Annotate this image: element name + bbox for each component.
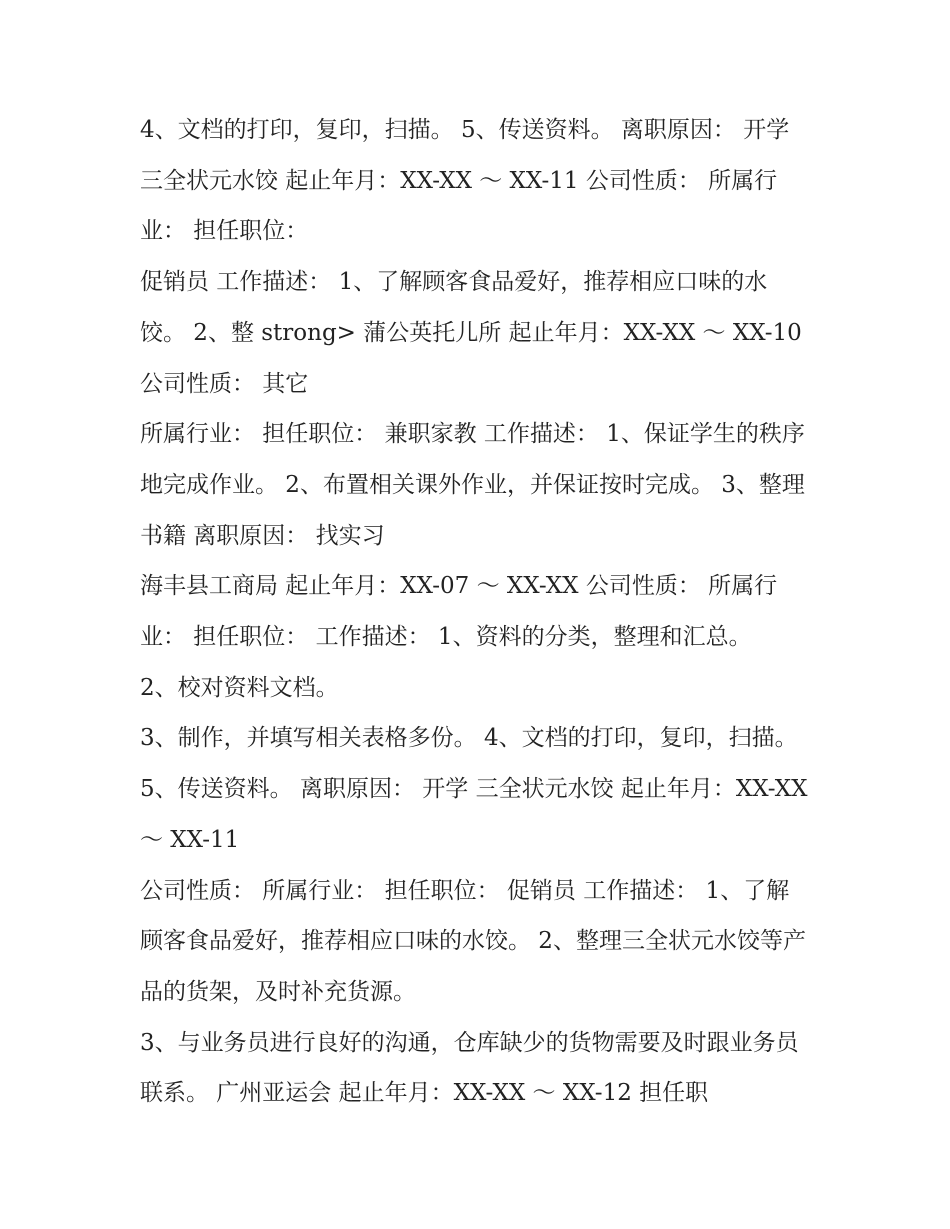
paragraph-2: 促销员 工作描述： 1、了解顾客食品爱好，推荐相应口味的水饺。 2、整 strong> 蒲公英托儿所 起止年月：XX-XX ～ XX-10 公司性质： 其它 [140,269,802,397]
paragraph-7: 公司性质： 所属行业： 担任职位： 促销员 工作描述： 1、了解顾客食品爱好，推荐相应口味的水饺。 2、整理三全状元水饺等产品的货架，及时补充货源。 [140,877,806,1005]
paragraph-5: 2、校对资料文档。 [140,674,339,701]
paragraph-6: 3、制作，并填写相关表格多份。 4、文档的打印，复印，扫描。 5、传送资料。 离职原因： 开学 三全状元水饺 起止年月：XX-XX ～ XX-11 [140,725,808,853]
paragraph-3: 所属行业： 担任职位： 兼职家教 工作描述： 1、保证学生的秩序地完成作业。 2、布置相关课外作业，并保证按时完成。 3、整理书籍 离职原因： 找实习 [140,421,805,549]
document-page [140,105,810,1119]
paragraph-4: 海丰县工商局 起止年月：XX-07 ～ XX-XX 公司性质： 所属行业： 担任职位： 工作描述： 1、资料的分类，整理和汇总。 [140,573,778,651]
paragraph-8: 3、与业务员进行良好的沟通，仓库缺少的货物需要及时跟业务员联系。 广州亚运会 起止年月：XX-XX ～ XX-12 担任职 [140,1029,799,1107]
paragraph-1: 4、文档的打印，复印，扫描。 5、传送资料。 离职原因： 开学 三全状元水饺 起止年月：XX-XX ～ XX-11 公司性质： 所属行业： 担任职位： [140,117,790,245]
